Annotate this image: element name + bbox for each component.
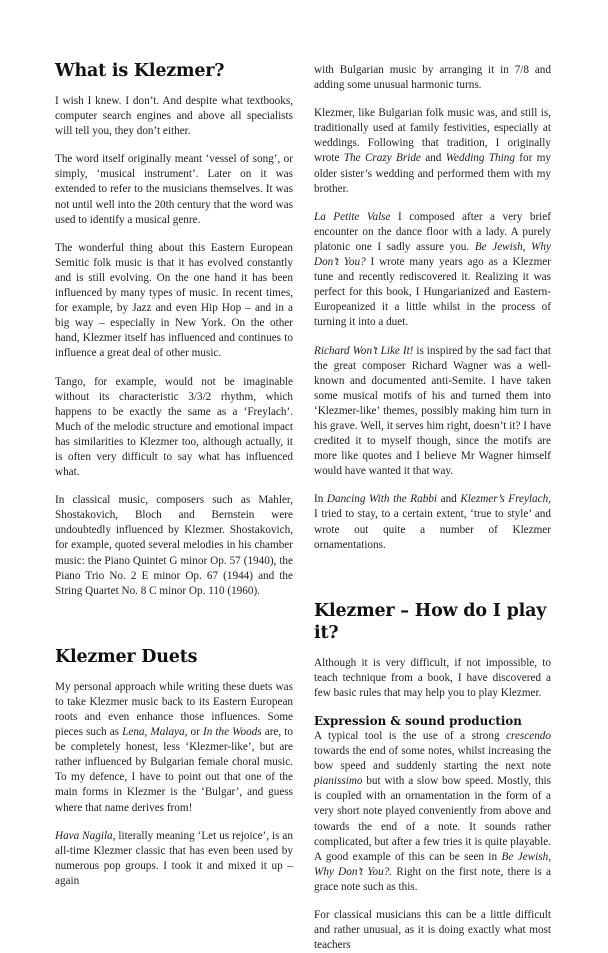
piece-title: Richard Won’t Like It! [314, 344, 414, 357]
paragraph: For classical musicians this can be a little difficult and rather unusual, as it is doing exactly what most teachers [314, 909, 551, 952]
paragraph: My personal approach while writing these duets was to take Klezmer music back to its Eastern European roots and even enhance those influences. Some pieces such as Lena, Malaya, or In the Woods are, to be completely honest, less ‘Klezmer-like’, but are rather influenced by Bulgarian female choral music. To my defence, I have to point out that one of the main forms in Klezmer is the ‘Bulgar’, and guess where that name derives from! [55, 680, 294, 814]
piece-title: Hava Nagila, [55, 829, 116, 842]
piece-title: Klezmer’s Freylach, [460, 493, 551, 506]
paragraph: I wish I knew. I don’t. And despite what textbooks, computer search engines and above all specialists will tell you, they don’t either. [55, 95, 293, 138]
paragraph: In classical music, composers such as Mahler, Shostakovich, Bloch and Bernstein were undoubtedly influenced by Klezmer. Shostakovich, for example, quoted several melodies in his chamber music: the Piano Quintet G minor Op. 57 (1940), the Piano Trio No. 2 E minor Op. 67 (1944) and the String Quartet No. 8 C minor Op. 110 (1960). [55, 494, 293, 597]
heading-how-do-i-play-it: Klezmer – How do I play it? [314, 600, 547, 643]
piece-title: Dancing With the Rabbi [326, 493, 438, 506]
piece-title: The Crazy Bride [343, 152, 421, 165]
paragraph: with Bulgarian music by arranging it in 7/8 and adding some unusual harmonic turns. [314, 64, 551, 92]
piece-title: La Petite Valse [314, 210, 391, 223]
piece-title: Be Jewish, Why Don’t You?. [314, 850, 551, 878]
piece-title: Lena, Malaya, [122, 726, 188, 739]
paragraph: La Petite Valse I composed after a very brief encounter on the dance floor with a lady. A purely platonic one I sadly assure you. Be Jewish, Why Don’t You? I wrote many years ago as a Klezmer tune and recently rediscovered it. Realizing it was perfect for this book, I Hungarianized and Eastern-Europeanized it a little whilst in the process of turning it into a duet. [314, 210, 552, 329]
paragraph: The word itself originally meant ‘vessel of song’, or simply, ‘musical instrument’. Later on it was extended to refer to the musicians themselves. It was not until well into the 20th century that the word was used to identify a musical genre. [55, 153, 293, 226]
left-column [55, 60, 293, 889]
heading-what-is-klezmer: What is Klezmer? [55, 61, 225, 81]
piece-title: In the Woods [202, 726, 262, 739]
paragraph: Tango, for example, would not be imaginable without its characteristic 3/3/2 rhythm, which happens to be exactly the same as a ‘Freylach’. Much of the melodic structure and emotional impact has similarities to Klezmer too, although actually, it is often very difficult to say what has influenced what. [55, 375, 293, 479]
paragraph: Although it is very difficult, if not impossible, to teach technique from a book, I have discovered a few basic rules that may help you to play Klezmer. [314, 656, 551, 699]
paragraph: The wonderful thing about this Eastern European Semitic folk music is that it has evolved constantly and is still evolving. On the one hand it has been influenced by many types of music. In recent times, for example, by Jazz and even Hip Hop – and in a big way – especially in New York. On the other hand, Klezmer itself has influenced and continues to influence a great deal of other music. [55, 241, 293, 360]
piece-title: Be Jewish, Why Don’t You? [314, 240, 551, 269]
term: crescendo [506, 730, 551, 742]
subheading-expression: Expression & sound production [314, 714, 522, 728]
paragraph: Klezmer, like Bulgarian folk music was, and still is, traditionally used at family festivities, especially at weddings. Following that tradition, I originally wrote The Crazy Bride and Wedding Thing for my older sister’s wedding and performed them with my brother. [314, 107, 551, 195]
heading-klezmer-duets: Klezmer Duets [55, 646, 198, 667]
right-column [314, 63, 551, 953]
piece-title: Wedding Thing [445, 152, 515, 165]
paragraph: In Dancing With the Rabbi and Klezmer’s Freylach, I tried to stay, to a certain extent, ‘true to style’ and wrote out quite a number of Klezmer ornamentations. [314, 493, 551, 551]
paragraph: Richard Won’t Like It! is inspired by the sad fact that the great composer Richard Wagner was a well-known and documented anti-Semite. I have taken some musical motifs of his and turned them into ‘Klezmer-like’ themes, possibly making him turn in his grave. Well, it serves him right, doesn’t it? I have credited it to myself though, since the motifs are more like quotes and I believe Mr Wagner himself would have wanted it that way. [314, 344, 551, 478]
paragraph: Hava Nagila, literally meaning ‘Let us rejoice’, is an all-time Klezmer classic that has even been used by numerous pop groups. I took it and mixed it up – again [55, 829, 293, 887]
paragraph: A typical tool is the use of a strong crescendo towards the end of some notes, whilst increasing the bow speed and suddenly starting the next note pianissimo but with a slow bow speed. Mostly, this is coupled with an ornamentation in the form of a very short note played conveniently from above and towards the end of a note. It sounds rather complicated, but after a few tries it is quite playable. A good example of this can be seen in Be Jewish, Why Don’t You?. Right on the first note, there is a grace note such as this. [314, 730, 551, 893]
term: pianissimo [314, 775, 363, 788]
